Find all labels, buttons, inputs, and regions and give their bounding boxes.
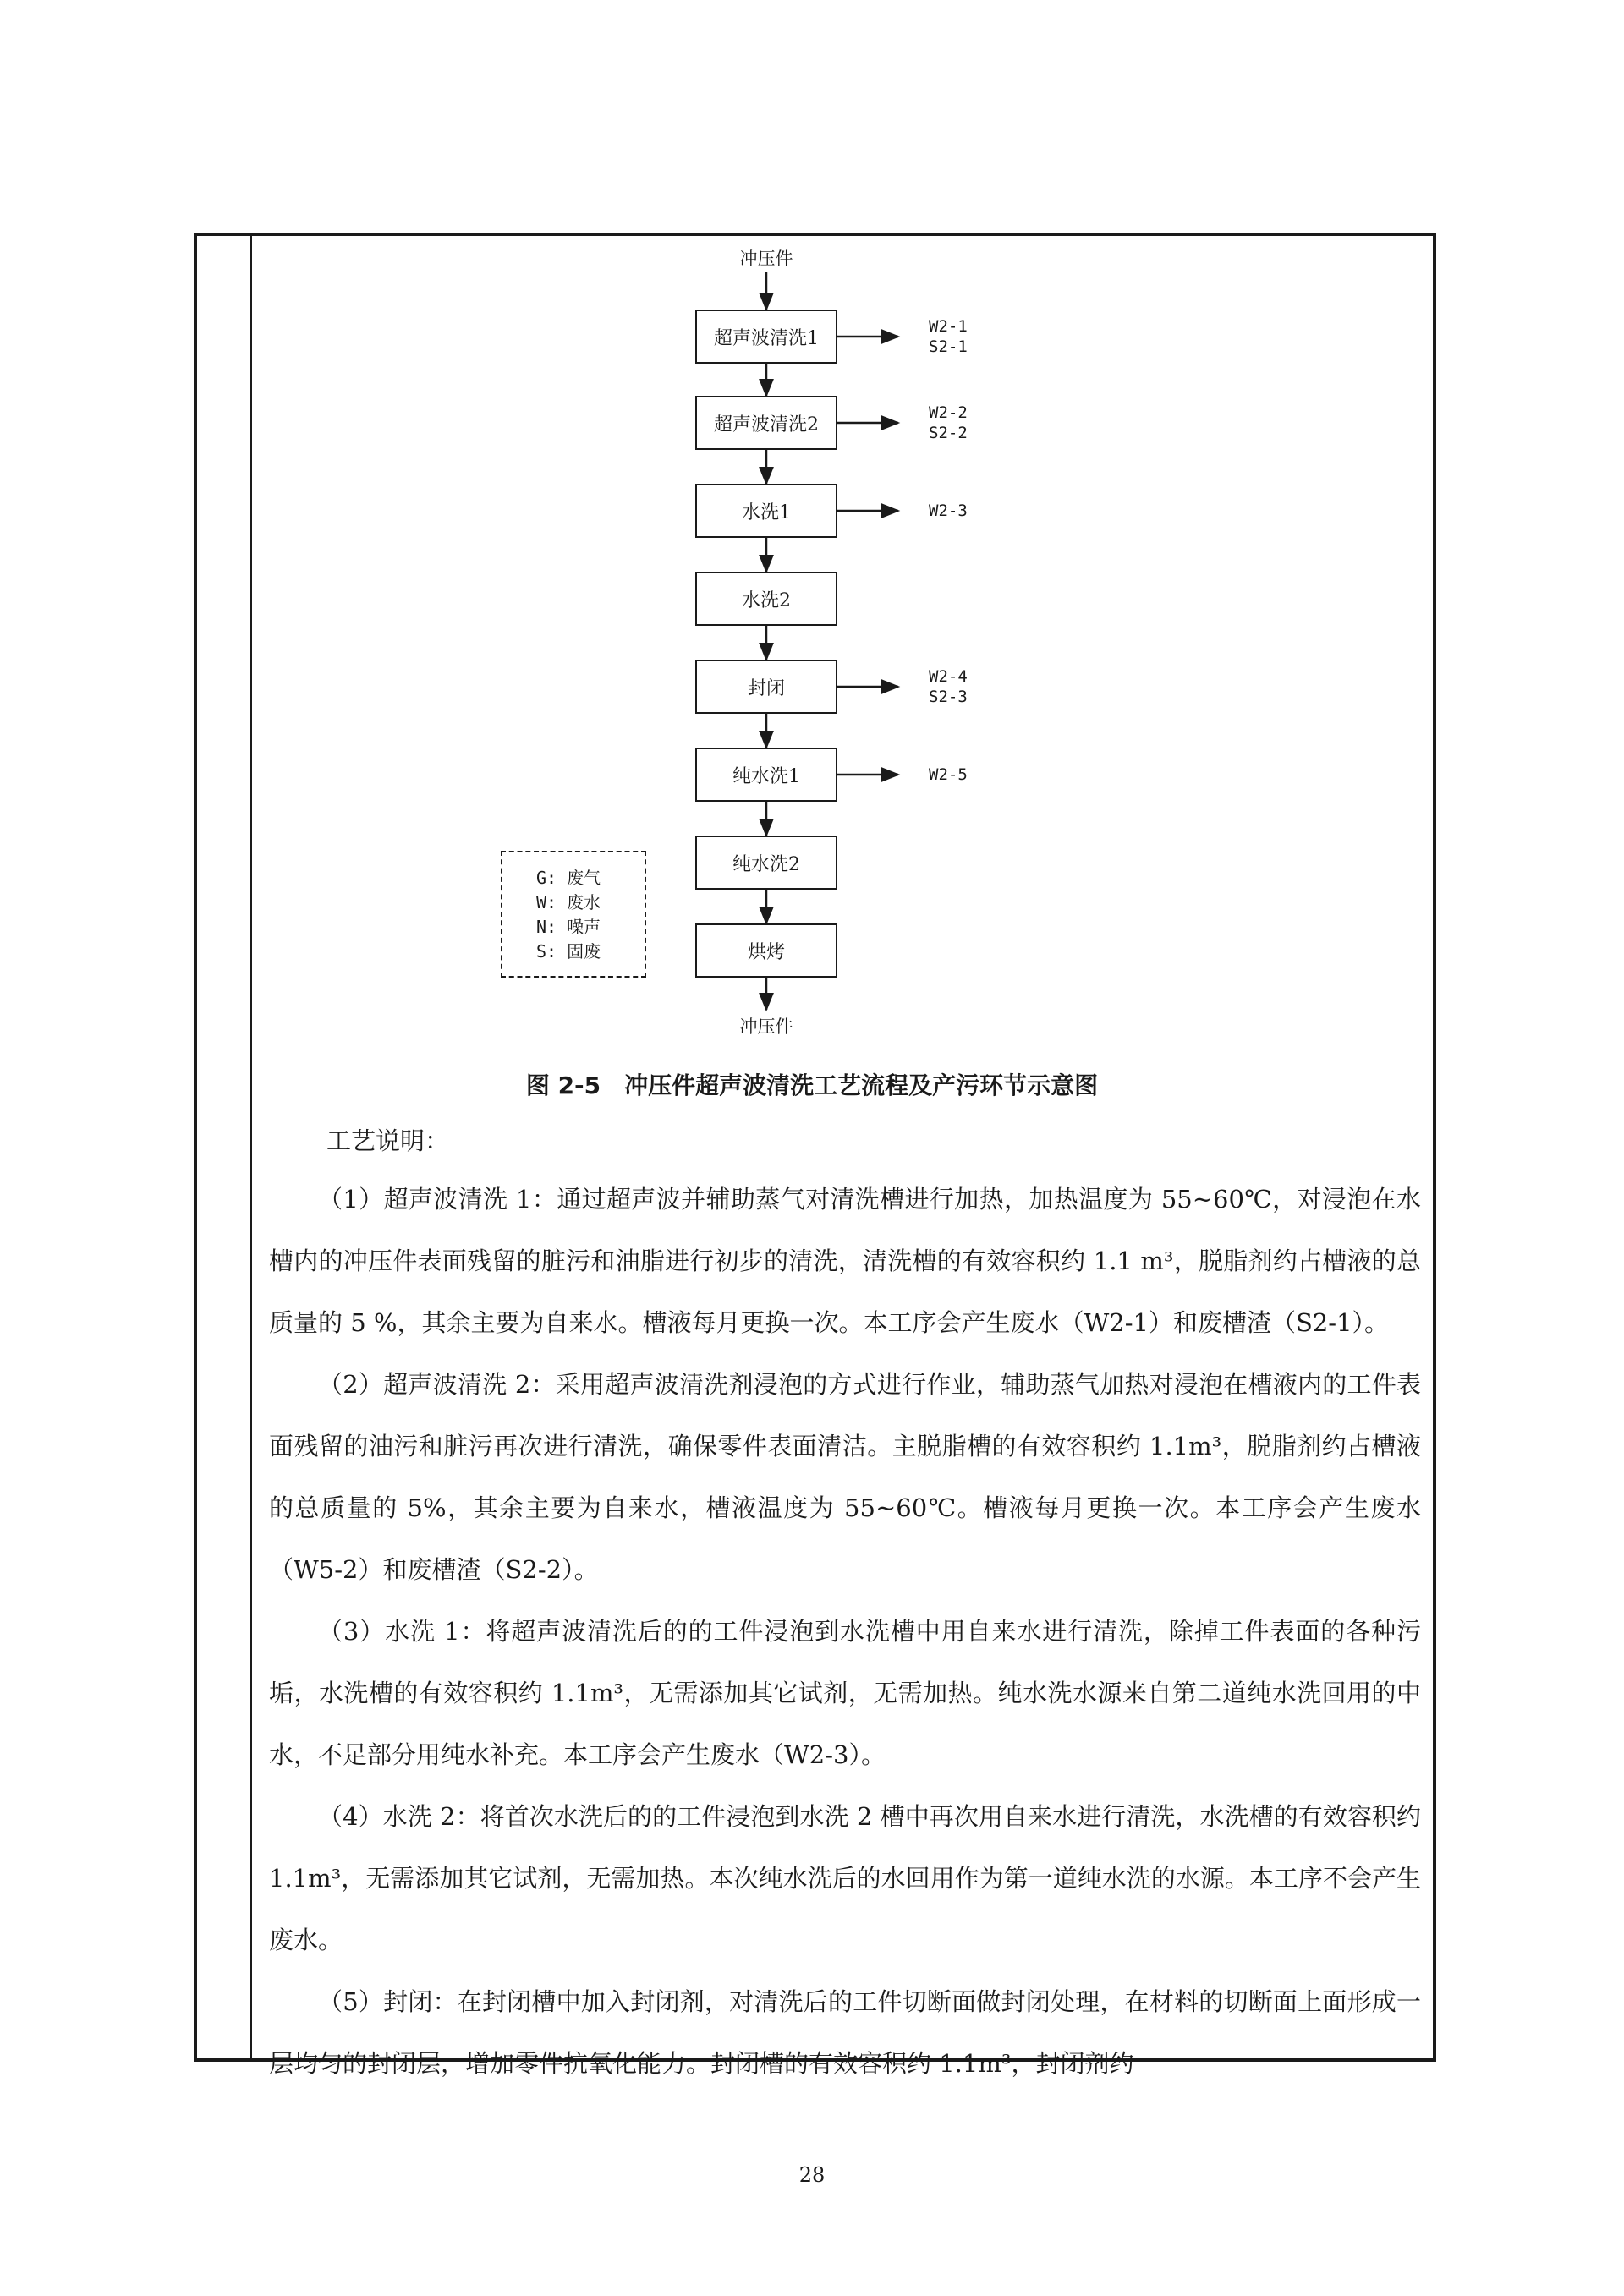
paragraph: （5）封闭：在封闭槽中加入封闭剂，对清洗后的工件切断面做封闭处理，在材料的切断面上面形成一层均匀的封闭层，增加零件抗氧化能力。封闭槽的有效容积约 1.1m³，封闭剂约 — [269, 1987, 1421, 2078]
flow-step-label: 水洗2 — [742, 589, 791, 611]
flow-step-label: 超声波清洗1 — [714, 327, 819, 349]
paragraph: （3）水洗 1：将超声波清洗后的的工件浸泡到水洗槽中用自来水进行清洗，除掉工件表面的各种污垢，水洗槽的有效容积约 1.1m³，无需添加其它试剂，无需加热。纯水洗水源来自第二道纯水洗回用的中水，不足部分用纯水补充。本工序会产生废水（W2-3）。 — [269, 1617, 1421, 1769]
flow-step-label: 封闭 — [747, 677, 785, 699]
page-number: 28 — [798, 2163, 826, 2187]
step-3-emissions: W2-3 — [929, 501, 968, 520]
flow-step-sealing — [695, 660, 837, 714]
legend-item-gas: G: 废气 — [536, 868, 601, 888]
step-2-emissions: W2-2 S2-2 — [929, 403, 968, 442]
paragraph: （2）超声波清洗 2：采用超声波清洗剂浸泡的方式进行作业，辅助蒸气加热对浸泡在槽液内的工件表面残留的油污和脏污再次进行清洗，确保零件表面清洁。主脱脂槽的有效容积约 1.1m³，脱脂剂约占槽液的总质量的 5%，其余主要为自来水，槽液温度为 55~60℃。槽液每月更换一次。本工序会产生废水（W5-2）和废槽渣（S2-2）。 — [269, 1370, 1421, 1584]
process-description — [269, 1113, 1421, 2095]
step-1-emissions: W2-1 S2-1 — [929, 317, 968, 356]
flow-step-label: 纯水洗2 — [732, 853, 800, 875]
flow-step-pure-rinse-1 — [695, 748, 837, 802]
flow-input-label: 冲压件 — [739, 249, 793, 269]
flow-output-label: 冲压件 — [739, 1016, 793, 1037]
legend-item-noise: N: 噪声 — [536, 917, 601, 937]
flow-step-label: 超声波清洗2 — [714, 414, 819, 436]
paragraph: （1）超声波清洗 1：通过超声波并辅助蒸气对清洗槽进行加热，加热温度为 55~60℃，对浸泡在水槽内的冲压件表面残留的脏污和油脂进行初步的清洗，清洗槽的有效容积约 1.1 m³，脱脂剂约占槽液的总质量的 5 %，其余主要为自来水。槽液每月更换一次。本工序会产生废水（W2-1）和废槽渣（S2-1）。 — [269, 1185, 1421, 1337]
legend-item-solid: S: 固废 — [536, 941, 601, 962]
flow-step-rinse-2 — [695, 572, 837, 626]
flowchart-legend — [501, 851, 646, 978]
step-6-emissions: W2-5 — [929, 765, 968, 784]
flow-step-ultrasonic-1 — [695, 310, 837, 364]
figure-caption: 图 2-5 冲压件超声波清洗工艺流程及产污环节示意图 — [525, 1071, 1099, 1099]
flow-step-label: 烘烤 — [747, 941, 785, 963]
section-heading: 工艺说明： — [326, 1126, 450, 1155]
flow-step-ultrasonic-2 — [695, 396, 837, 450]
process-flowchart — [0, 0, 1624, 1057]
flow-step-rinse-1 — [695, 484, 837, 538]
flow-step-label: 水洗1 — [742, 501, 791, 523]
paragraph: （4）水洗 2：将首次水洗后的的工件浸泡到水洗 2 槽中再次用自来水进行清洗，水洗槽的有效容积约 1.1m³，无需添加其它试剂，无需加热。本次纯水洗后的水回用作为第一道纯水洗的水源。本工序不会产生废水。 — [269, 1802, 1421, 1954]
step-5-emissions: W2-4 S2-3 — [929, 667, 968, 706]
flow-step-pure-rinse-2 — [695, 836, 837, 890]
flow-step-baking — [695, 923, 837, 978]
flow-step-label: 纯水洗1 — [732, 765, 800, 787]
legend-item-water: W: 废水 — [536, 892, 601, 912]
